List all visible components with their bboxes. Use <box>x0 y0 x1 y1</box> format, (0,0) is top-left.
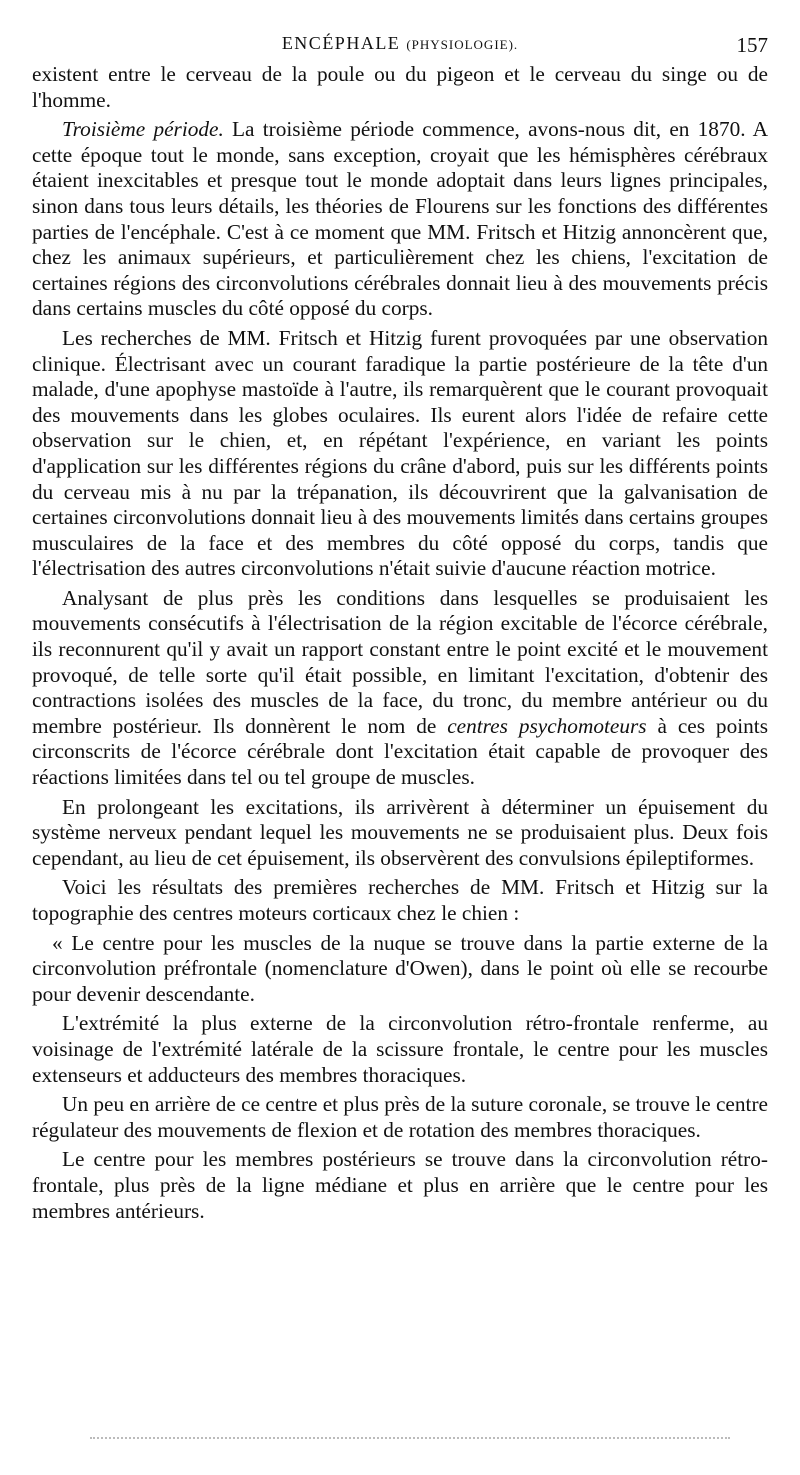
paragraph-resultats: Voici les résultats des premières recherches de MM. Fritsch et Hitzig sur la topographie des centres moteurs corticaux chez le chien : <box>32 875 768 925</box>
paragraph-quote-nuque: « Le centre pour les muscles de la nuque se trouve dans la partie externe de la circonvolution préfrontale (nomenclature d'Owen), dans le point où elle se recourbe pour devenir descendante. <box>32 930 768 1006</box>
page-number: 157 <box>736 33 768 57</box>
header-title-subtitle: (PHYSIOLOGIE). <box>406 37 519 52</box>
paragraph-membres-posterieurs: Le centre pour les membres postérieurs se trouve dans la circonvolution rétro-frontale, plus près de la ligne médiane et plus en arrière que le centre pour les membres antérieurs. <box>32 1147 768 1223</box>
section-heading-italic: Troisième période. <box>62 117 224 142</box>
paragraph-text: La troisième période commence, avons-nous dit, en 1870. A cette époque tout le monde, sans exception, croyait que les hémisphères cérébraux étaient inexcitables et presque tout le monde adoptait dans leurs lignes principales, sinon dans tous leurs détails, les théories de Flourens sur les fonctions des différentes parties de l'encéphale. C'est à ce moment que MM. Fritsch et Hitzig annoncèrent que, chez les animaux supérieurs, et particulièrement chez les chiens, l'excitation de certaines régions des circonvolutions cérébrales donnait lieu à des mouvements précis dans certains muscles du côté opposé du corps. <box>32 117 768 321</box>
paragraph-prolongeant: En prolongeant les excitations, ils arrivèrent à déterminer un épuisement du système nerveux pendant lequel les mouvements ne se produisaient plus. Deux fois cependant, au lieu de cet épuisement, ils observèrent des convulsions épileptiformes. <box>32 794 768 870</box>
paragraph-continuation: existent entre le cerveau de la poule ou du pigeon et le cerveau du singe ou de l'homme. <box>32 62 768 112</box>
paragraph-text: à ces points circonscrits de l'écorce cérébrale dont l'excitation était capable de provoquer des réactions limitées dans tel ou tel groupe de muscles. <box>32 713 769 790</box>
footer-dotted-rule <box>90 1437 730 1439</box>
body-text <box>32 62 768 1228</box>
paragraph-text: Analysant de plus près les conditions dans lesquelles se produisaient les mouvements consécutifs à l'électrisation de la région excitable de l'écorce cérébrale, ils reconnurent qu'il y avait un rapport constant entre le point excité et le mouvement provoqué, de telle sorte qu'il était possible, en limitant l'excitation, d'obtenir des contractions isolées des muscles de la face, du tronc, du membre antérieur ou du membre postérieur. Ils donnèrent le nom de <box>32 585 768 738</box>
header-title <box>32 33 768 54</box>
running-header <box>32 30 768 60</box>
italic-term: centres psychomoteurs <box>447 713 647 738</box>
paragraph-arriere: Un peu en arrière de ce centre et plus près de la suture coronale, se trouve le centre régulateur des mouvements de flexion et de rotation des membres thoraciques. <box>32 1092 768 1142</box>
paragraph-recherches: Les recherches de MM. Fritsch et Hitzig furent provoquées par une observation clinique. Électrisant avec un courant faradique la partie postérieure de la tête d'un malade, d'une apophyse mastoïde à l'autre, ils remarquèrent que le courant provoquait des mouvements dans les globes oculaires. Ils eurent alors l'idée de refaire cette observation sur le chien, et, en répétant l'expérience, en variant les points d'application sur les différentes régions du crâne d'abord, puis sur les différents points du cerveau mis à nu par la trépanation, ils découvrirent que la galvanisation de certaines circonvolutions donnait lieu à des mouvements limités dans certains groupes musculaires de la face et des membres du côté opposé du corps, tandis que l'électrisation des autres circonvolutions n'était suivie d'aucune réaction motrice. <box>32 325 768 581</box>
paragraph-troisieme-periode <box>32 117 768 322</box>
paragraph-analysant <box>32 586 768 791</box>
header-title-main: ENCÉPHALE <box>281 33 401 53</box>
paragraph-extremite: L'extrémité la plus externe de la circonvolution rétro-frontale renferme, au voisinage de l'extrémité latérale de la scissure frontale, le centre pour les muscles extenseurs et adducteurs des membres thoraciques. <box>32 1011 768 1087</box>
